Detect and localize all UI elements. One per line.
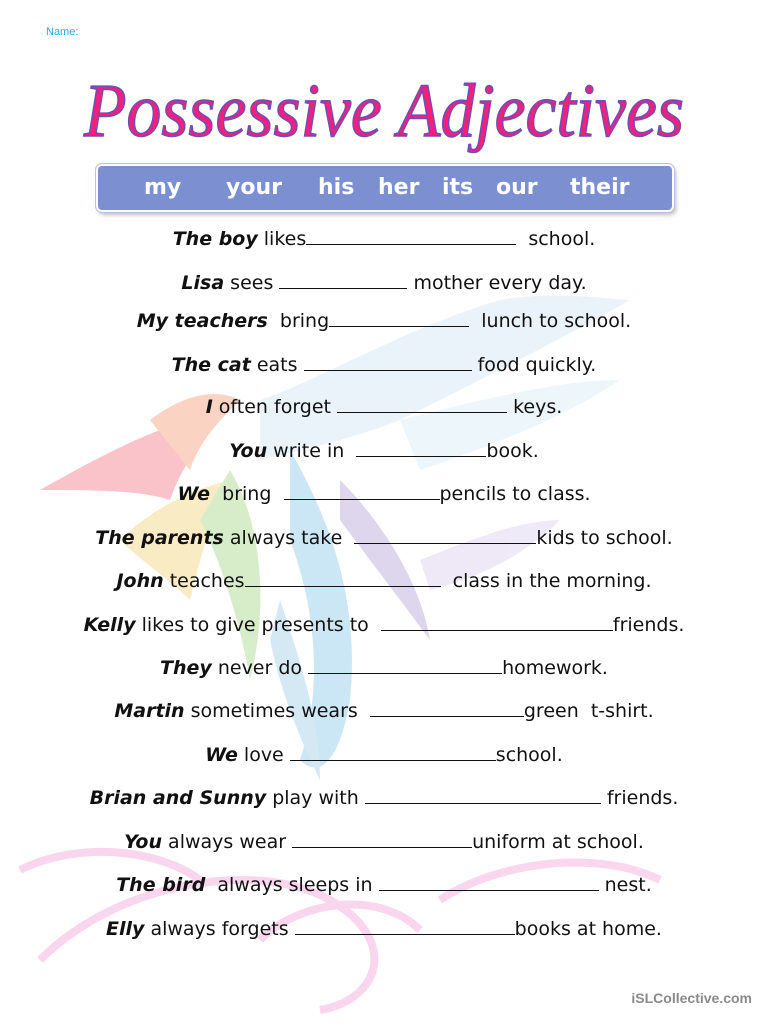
answer-blank[interactable]: [337, 394, 507, 413]
exercise-sentence: [0, 829, 768, 853]
word-bank-item: their: [570, 175, 630, 200]
sentence-subject: You: [124, 831, 163, 853]
sentence-subject: The parents: [95, 527, 224, 549]
answer-blank[interactable]: [365, 785, 601, 804]
sentence-text-after: green t-shirt.: [523, 700, 654, 722]
word-bank-item: our: [496, 175, 538, 200]
sentence-text-after: books at home.: [514, 918, 662, 940]
exercise-sentence: [0, 438, 768, 462]
sentence-text-before: teaches: [163, 570, 245, 592]
answer-blank[interactable]: [279, 270, 407, 289]
sentence-subject: My teachers: [136, 310, 268, 332]
sentence-subject: Martin: [114, 700, 185, 722]
sentence-text-after: mother every day.: [407, 272, 587, 294]
sentence-subject: We: [177, 483, 211, 505]
exercise-sentence: [0, 742, 768, 766]
sentence-text-after: book.: [486, 440, 539, 462]
answer-blank[interactable]: [292, 829, 472, 848]
page-title: [0, 58, 768, 168]
exercise-sentence: [0, 352, 768, 376]
sentence-text-before: always sleeps in: [205, 874, 379, 896]
answer-blank[interactable]: [354, 525, 536, 544]
answer-blank[interactable]: [290, 742, 496, 761]
word-bank-item: your: [226, 175, 282, 200]
sentence-text-after: lunch to school.: [469, 310, 632, 332]
title-graphic: [0, 58, 768, 168]
sentence-subject: John: [116, 570, 164, 592]
sentence-subject: The boy: [172, 228, 258, 250]
sentence-subject: We: [205, 744, 238, 766]
word-bank-item: her: [378, 175, 420, 200]
title-text: Possessive Adjectives: [83, 69, 684, 153]
answer-blank[interactable]: [245, 568, 441, 587]
answer-blank[interactable]: [295, 916, 515, 935]
word-bank-item: his: [318, 175, 355, 200]
answer-blank[interactable]: [329, 308, 469, 327]
sentence-text-before: bring: [267, 310, 330, 332]
sentence-subject: Elly: [106, 918, 145, 940]
sentence-text-after: nest.: [598, 874, 652, 896]
exercise-sentence: [0, 655, 768, 679]
sentence-text-before: bring: [210, 483, 284, 505]
word-bank-item: its: [442, 175, 474, 200]
sentence-text-before: sometimes wears: [184, 700, 370, 722]
sentence-subject: You: [229, 440, 268, 462]
exercise-sentence: [0, 270, 768, 294]
sentence-text-after: school.: [516, 228, 596, 250]
exercise-sentence: [0, 568, 768, 592]
exercise-sentence: [0, 872, 768, 896]
exercise-sentence: [0, 226, 768, 250]
answer-blank[interactable]: [284, 481, 440, 500]
exercise-sentence: [0, 698, 768, 722]
watermark: iSLCollective.com: [631, 990, 752, 1006]
word-bank-item: my: [144, 175, 182, 200]
sentence-text-after: pencils to class.: [439, 483, 591, 505]
answer-blank[interactable]: [381, 612, 613, 631]
sentence-text-before: play with: [266, 787, 365, 809]
exercise-sentence: [0, 525, 768, 549]
sentence-text-before: always wear: [162, 831, 293, 853]
answer-blank[interactable]: [308, 655, 502, 674]
sentence-text-after: homework.: [502, 657, 608, 679]
sentence-text-before: always take: [223, 527, 355, 549]
sentence-subject: They: [160, 657, 212, 679]
sentence-text-after: friends.: [600, 787, 679, 809]
exercise-sentence: [0, 785, 768, 809]
sentence-text-before: love: [237, 744, 290, 766]
sentence-text-before: write in: [267, 440, 357, 462]
sentence-text-after: class in the morning.: [440, 570, 652, 592]
answer-blank[interactable]: [379, 872, 599, 891]
sentence-text-before: likes to give presents to: [135, 614, 381, 636]
sentence-text-before: always forgets: [144, 918, 295, 940]
sentence-text-after: uniform at school.: [472, 831, 644, 853]
exercise-sentence: [0, 308, 768, 332]
sentence-subject: Lisa: [181, 272, 225, 294]
exercise-sentence: [0, 916, 768, 940]
sentence-text-before: eats: [250, 354, 304, 376]
sentence-text-after: kids to school.: [536, 527, 673, 549]
answer-blank[interactable]: [306, 226, 516, 245]
sentence-subject: The cat: [171, 354, 251, 376]
sentence-text-before: sees: [224, 272, 280, 294]
sentence-text-after: friends.: [612, 614, 685, 636]
exercise-sentence: [0, 394, 768, 418]
answer-blank[interactable]: [356, 438, 486, 457]
answer-blank[interactable]: [304, 352, 472, 371]
answer-blank[interactable]: [370, 698, 524, 717]
sentence-text-before: often forget: [212, 396, 338, 418]
sentence-text-after: school.: [495, 744, 563, 766]
word-bank: [96, 164, 674, 212]
sentence-text-before: likes: [257, 228, 307, 250]
exercise-sentence: [0, 612, 768, 636]
sentence-subject: Brian and Sunny: [89, 787, 267, 809]
sentence-subject: The bird: [116, 874, 206, 896]
sentence-subject: I: [205, 396, 213, 418]
sentence-text-after: keys.: [507, 396, 563, 418]
sentence-text-before: never do: [211, 657, 309, 679]
sentence-subject: Kelly: [83, 614, 136, 636]
sentence-text-after: food quickly.: [471, 354, 597, 376]
name-label: Name:: [46, 26, 79, 38]
exercise-sentence: [0, 481, 768, 505]
